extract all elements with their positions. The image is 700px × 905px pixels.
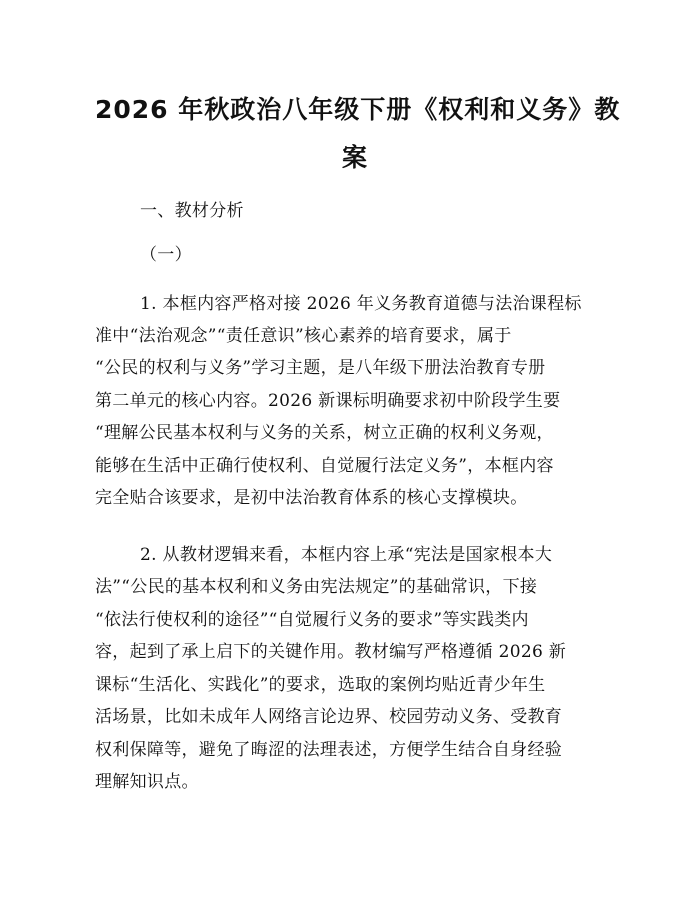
- paragraph-line: “依法行使权利的途径”“自觉履行义务的要求”等实践类内: [95, 610, 529, 630]
- paragraph-line: 2. 从教材逻辑来看，本框内容上承“宪法是国家根本大: [140, 545, 553, 565]
- paragraph-line: 课标“生活化、实践化”的要求，选取的案例均贴近青少年生: [95, 675, 546, 695]
- paragraph-line: 第二单元的核心内容。2026 新课标明确要求初中阶段学生要: [95, 391, 561, 411]
- paragraph-line: 准中“法治观念”“责任意识”核心素养的培育要求，属于: [95, 326, 512, 346]
- document-title-line-1: 2026 年秋政治八年级下册《权利和义务》教: [95, 95, 621, 124]
- paragraph-line: 1. 本框内容严格对接 2026 年义务教育道德与法治课程标: [140, 294, 582, 314]
- paragraph-line: 完全贴合该要求，是初中法治教育体系的核心支撑模块。: [95, 488, 528, 508]
- paragraph-line: 活场景，比如未成年人网络言论边界、校园劳动义务、受教育: [95, 707, 563, 727]
- paragraph-line: 容，起到了承上启下的关键作用。教材编写严格遵循 2026 新: [95, 642, 567, 662]
- paragraph-line: 法”“公民的基本权利和义务由宪法规定”的基础常识，下接: [95, 577, 538, 597]
- subsection-heading: （一）: [140, 245, 192, 265]
- paragraph-line: 理解知识点。: [95, 772, 199, 792]
- paragraph-line: 能够在生活中正确行使权利、自觉履行法定义务”，本框内容: [95, 456, 554, 476]
- paragraph-line: “公民的权利与义务”学习主题，是八年级下册法治教育专册: [95, 358, 546, 378]
- paragraph-line: 权利保障等，避免了晦涩的法理表述，方便学生结合自身经验: [95, 740, 563, 760]
- paragraph-line: “理解公民基本权利与义务的关系，树立正确的权利义务观，: [95, 423, 554, 443]
- document-title-line-2: 案: [341, 143, 368, 172]
- section-heading: 一、教材分析: [140, 201, 244, 221]
